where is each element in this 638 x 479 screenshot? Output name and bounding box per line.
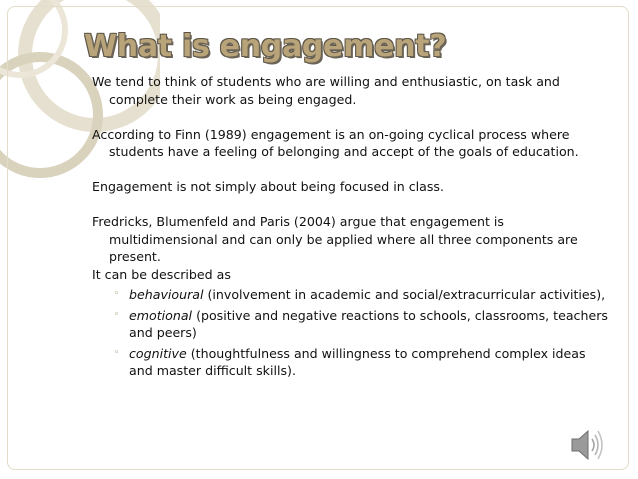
list-item-emotional [92,307,610,342]
paragraph-engaged-students: We tend to think of students who are willing and enthusiastic, on task and complete their work as being engaged. [92,74,560,107]
paragraph-finn: According to Finn (1989) engagement is an on-going cyclical process where students have a feeling of belonging and accept of the goals of education. [92,126,579,159]
bullet-icon: ◦ [114,309,120,320]
component-term: cognitive [129,345,187,361]
components-list [92,286,610,380]
component-description: (positive and negative reactions to schools, classrooms, teachers and peers) [129,307,608,340]
slide-body [92,73,610,383]
list-item-behavioural [92,286,610,304]
component-description: (involvement in academic and social/extracurricular activities), [203,287,606,302]
component-description: (thoughtfulness and willingness to comprehend complex ideas and master difficult skills). [129,345,586,378]
list-item-cognitive [92,345,610,380]
bullet-icon: ◦ [114,289,120,299]
paragraph-not-focus: Engagement is not simply about being focused in class. [92,179,444,194]
components-lead: It can be described as [92,266,231,282]
slide-title: What is engagement? [84,29,447,64]
component-term: behavioural [129,287,204,302]
component-term: emotional [129,307,193,323]
speaker-icon[interactable] [568,423,606,467]
paragraph-fredricks: Fredricks, Blumenfeld and Paris (2004) argue that engagement is multidimensional and can only be applied where all three components are present. [92,214,578,264]
bullet-icon: ◦ [114,347,120,358]
